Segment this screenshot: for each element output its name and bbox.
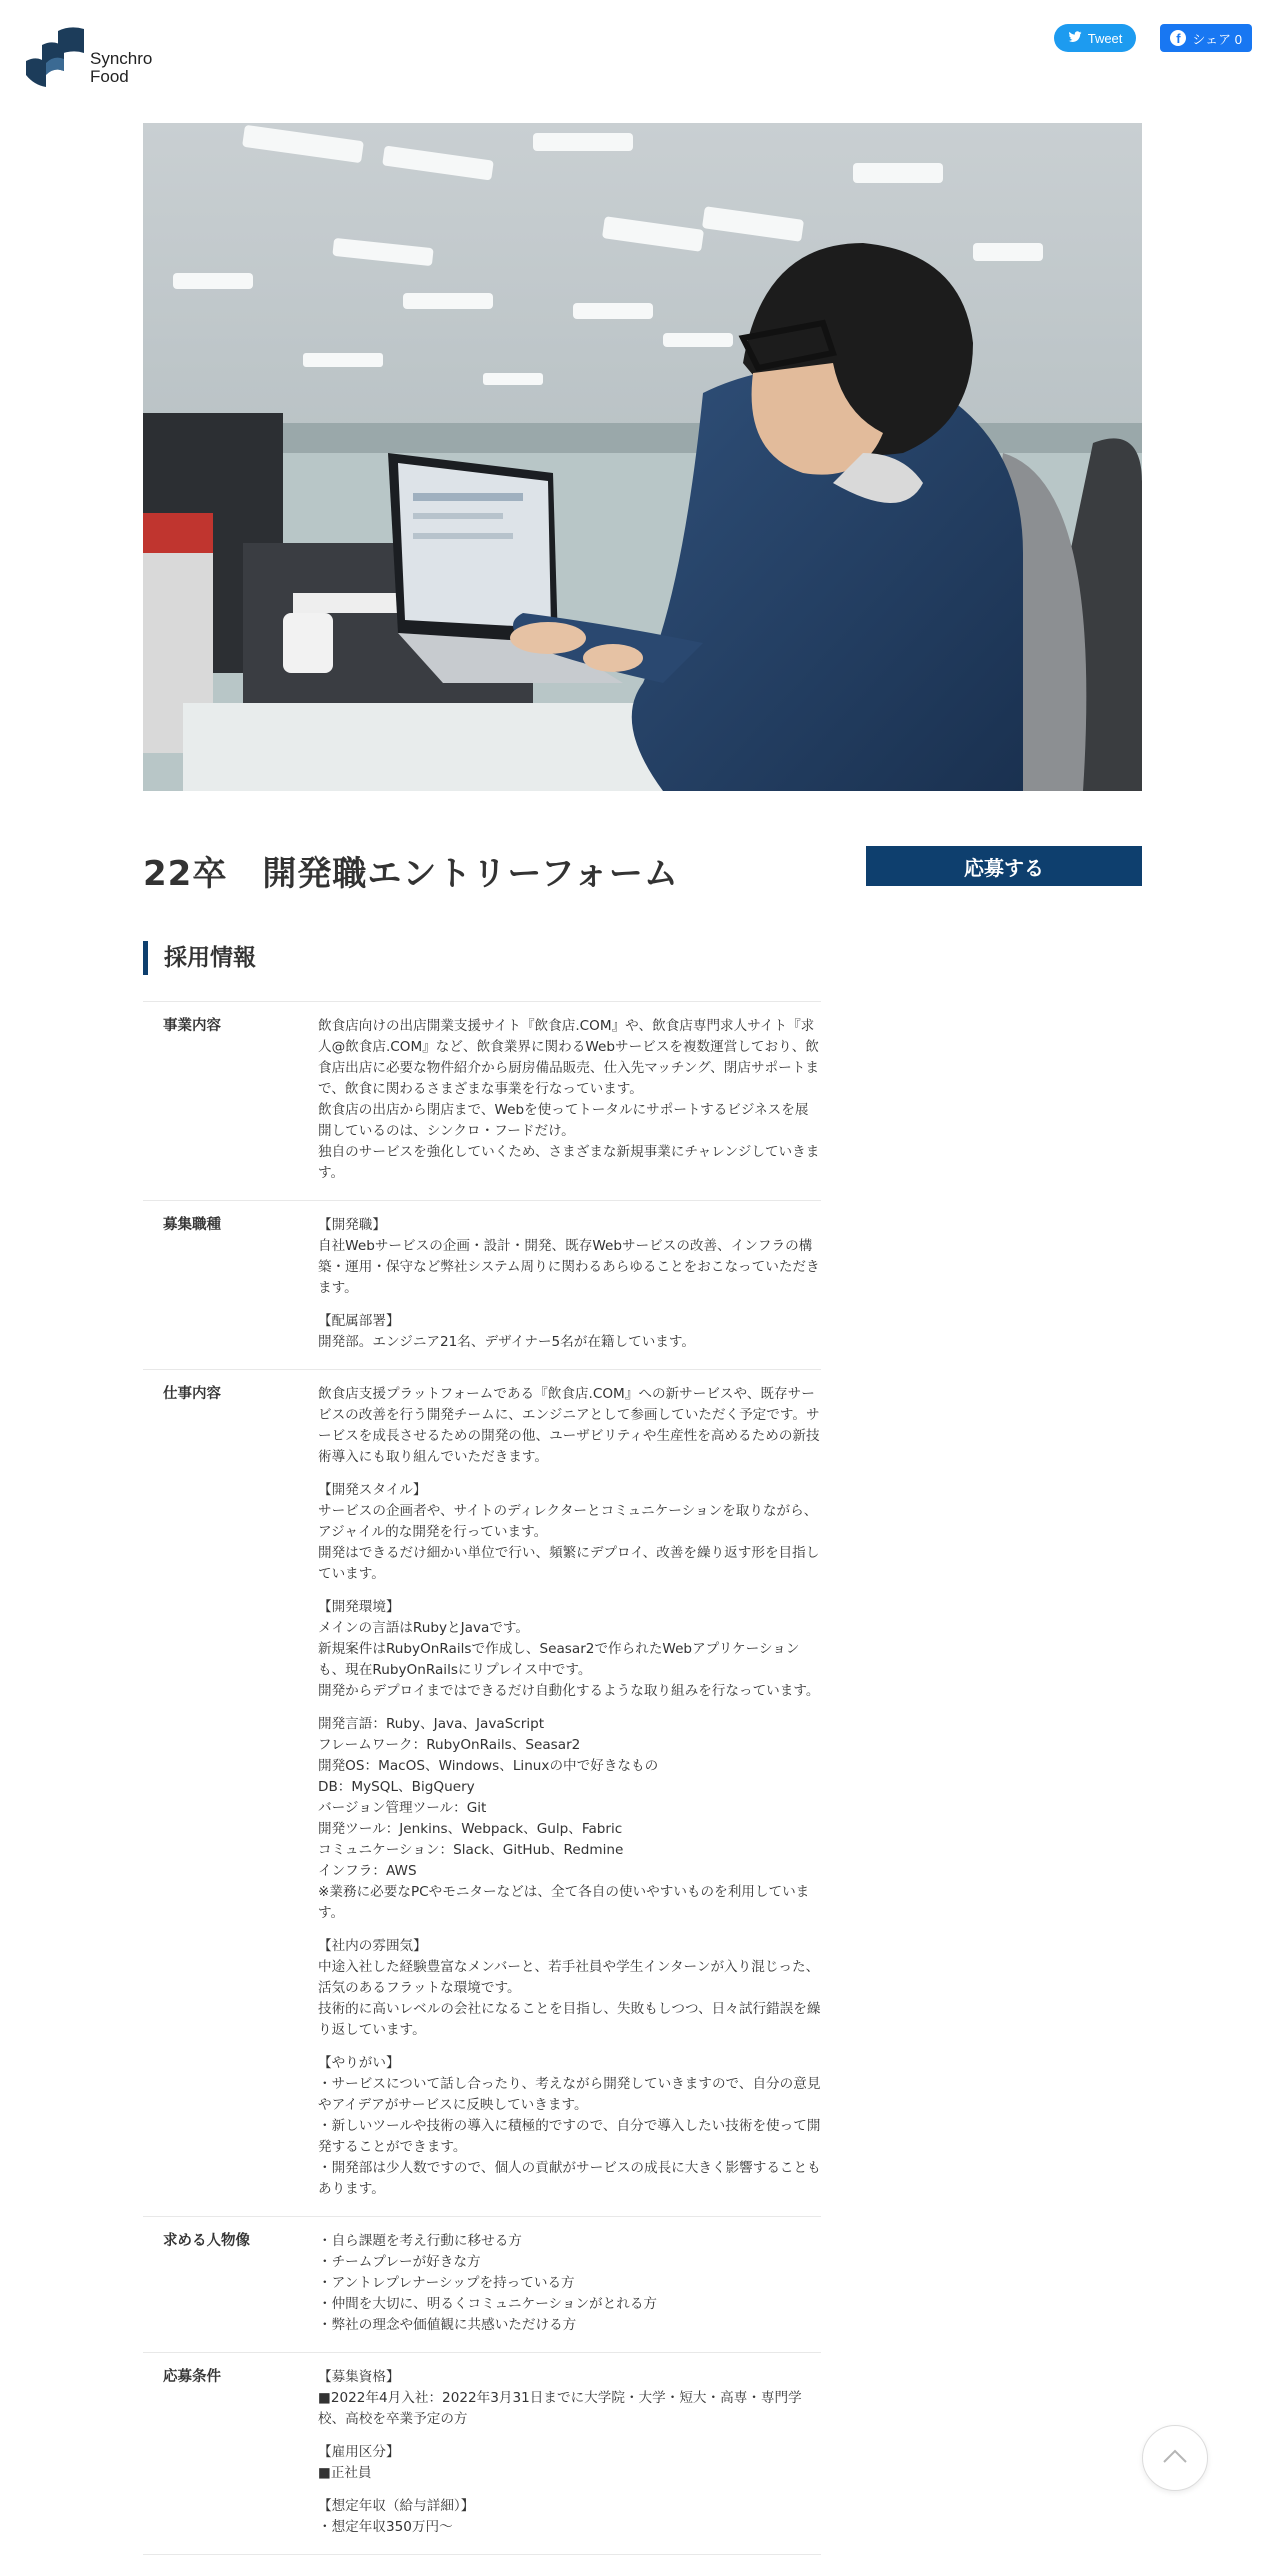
- info-row-label: 応募条件: [163, 2369, 221, 2385]
- info-row: [143, 1002, 821, 1201]
- info-paragraph: 【募集資格】 ■2022年4月入社：2022年3月31日までに大学院・大学・短大・高専・専門学校、高校を卒業予定の方: [318, 2369, 802, 2427]
- info-paragraph: ・自ら課題を考え行動に移せる方 ・チームプレーが好きな方 ・アントレプレナーシップを持っている方 ・仲間を大切に、明るくコミュニケーションがとれる方 ・弊社の理念や価値観に共感いただける方: [318, 2233, 658, 2333]
- logo-mark-icon: [24, 25, 88, 89]
- info-row-body: [318, 2231, 821, 2336]
- info-row-body: [318, 1215, 821, 1353]
- info-paragraph: 【開発環境】 メインの言語はRubyとJavaです。 新規案件はRubyOnRailsで作成し、Seasar2で作られたWebアプリケーションも、現在RubyOnRailsにリプレイス中です。 開発からデプロイまではできるだけ自動化するような取り組みを行なっています。: [318, 1599, 820, 1699]
- info-row: [143, 2353, 821, 2555]
- scroll-to-top-button[interactable]: [1142, 2425, 1208, 2491]
- twitter-bird-icon: [1068, 31, 1082, 46]
- info-row-label: 求める人物像: [163, 2233, 250, 2249]
- info-row: [143, 1370, 821, 2217]
- hero-photo: [143, 123, 1142, 791]
- info-paragraph: 【社内の雰囲気】 中途入社した経験豊富なメンバーと、若手社員や学生インターンが入り混じった、活気のあるフラットな環境です。 技術的に高いレベルの会社になることを目指し、失敗もしつつ、日々試行錯誤を繰り返しています。: [318, 1938, 821, 2038]
- facebook-icon: f: [1170, 30, 1186, 46]
- page-title: 22卒 開発職エントリーフォーム: [143, 854, 679, 894]
- top-bar: [0, 0, 1284, 110]
- info-paragraph: 【開発スタイル】 サービスの企画者や、サイトのディレクターとコミュニケーションを取りながら、アジャイル的な開発を行っています。 開発はできるだけ細かい単位で行い、頻繁にデプロイ、改善を繰り返す形を目指しています。: [318, 1482, 820, 1582]
- info-paragraph: 【配属部署】 開発部。エンジニア21名、デザイナー5名が在籍しています。: [318, 1313, 696, 1350]
- chevron-up-icon: [1162, 2448, 1188, 2468]
- title-row: [143, 838, 1142, 898]
- info-row-body: [318, 2367, 821, 2538]
- tweet-button[interactable]: [1054, 24, 1137, 52]
- section-title: 採用情報: [143, 941, 256, 975]
- facebook-share-label: シェア 0: [1192, 31, 1242, 47]
- logo-text: [90, 28, 152, 86]
- info-paragraph: 【やりがい】 ・サービスについて話し合ったり、考えながら開発していきますので、自分の意見やアイデアがサービスに反映していきます。 ・新しいツールや技術の導入に積極的ですので、自分で導入したい技術を使って開発することができます。 ・開発部は少人数ですので、個人の貢献がサービスの成長に大きく影響することもあります。: [318, 2055, 821, 2197]
- info-row-label: 仕事内容: [163, 1386, 221, 1402]
- info-paragraph: 【雇用区分】 ■正社員: [318, 2444, 400, 2481]
- info-row-body: [318, 1016, 821, 1184]
- facebook-share-button[interactable]: [1160, 24, 1252, 52]
- company-logo[interactable]: [24, 24, 174, 90]
- info-paragraph: 開発言語：Ruby、Java、JavaScript フレームワーク：RubyOnRails、Seasar2 開発OS：MacOS、Windows、Linuxの中で好きなもの DB：MySQL、BigQuery バージョン管理ツール：Git 開発ツール：Jenkins、Webpack、Gulp、Fabric コミュニケーション：Slack、GitHub、Redmine インフラ：AWS ※業務に必要なPCやモニターなどは、全て各自の使いやすいものを利用しています。: [318, 1716, 810, 1921]
- info-paragraph: 【開発職】 自社Webサービスの企画・設計・開発、既存Webサービスの改善、インフラの構築・運用・保守など弊社システム周りに関わるあらゆることをおこなっていただきます。: [318, 1217, 820, 1296]
- info-paragraph: 飲食店支援プラットフォームである『飲食店.COM』への新サービスや、既存サービスの改善を行う開発チームに、エンジニアとして参画していただく予定です。サービスを成長させるための開発の他、ユーザビリティや生産性を高めるための新技術導入にも取り組んでいただきます。: [318, 1386, 820, 1465]
- info-paragraph: 飲食店向けの出店開業支援サイト『飲食店.COM』や、飲食店専門求人サイト『求人@飲食店.COM』など、飲食業界に関わるWebサービスを複数運営しており、飲食店出店に必要な物件紹介から厨房備品販売、仕入先マッチング、閉店サポートまで、飲食に関わるさまざまな事業を行なっています。 飲食店の出店から閉店まで、Webを使ってトータルにサポートするビジネスを展開しているのは、シンクロ・フードだけ。 独自のサービスを強化していくため、さまざまな新規事業にチャレンジしていきます。: [318, 1018, 820, 1181]
- share-buttons: [1054, 24, 1252, 52]
- logo-line-1: Synchro: [90, 49, 153, 68]
- logo-line-2: Food: [90, 67, 129, 86]
- info-row: [143, 1201, 821, 1370]
- recruitment-info-table: [143, 1001, 821, 2555]
- info-row: [143, 2217, 821, 2353]
- info-row-label: 募集職種: [163, 1217, 221, 1233]
- info-paragraph: 【想定年収（給与詳細）】 ・想定年収350万円〜: [318, 2498, 475, 2535]
- info-row-body: [318, 1384, 821, 2200]
- apply-button[interactable]: 応募する: [866, 846, 1142, 886]
- info-row-label: 事業内容: [163, 1018, 221, 1034]
- tweet-label: Tweet: [1087, 30, 1123, 46]
